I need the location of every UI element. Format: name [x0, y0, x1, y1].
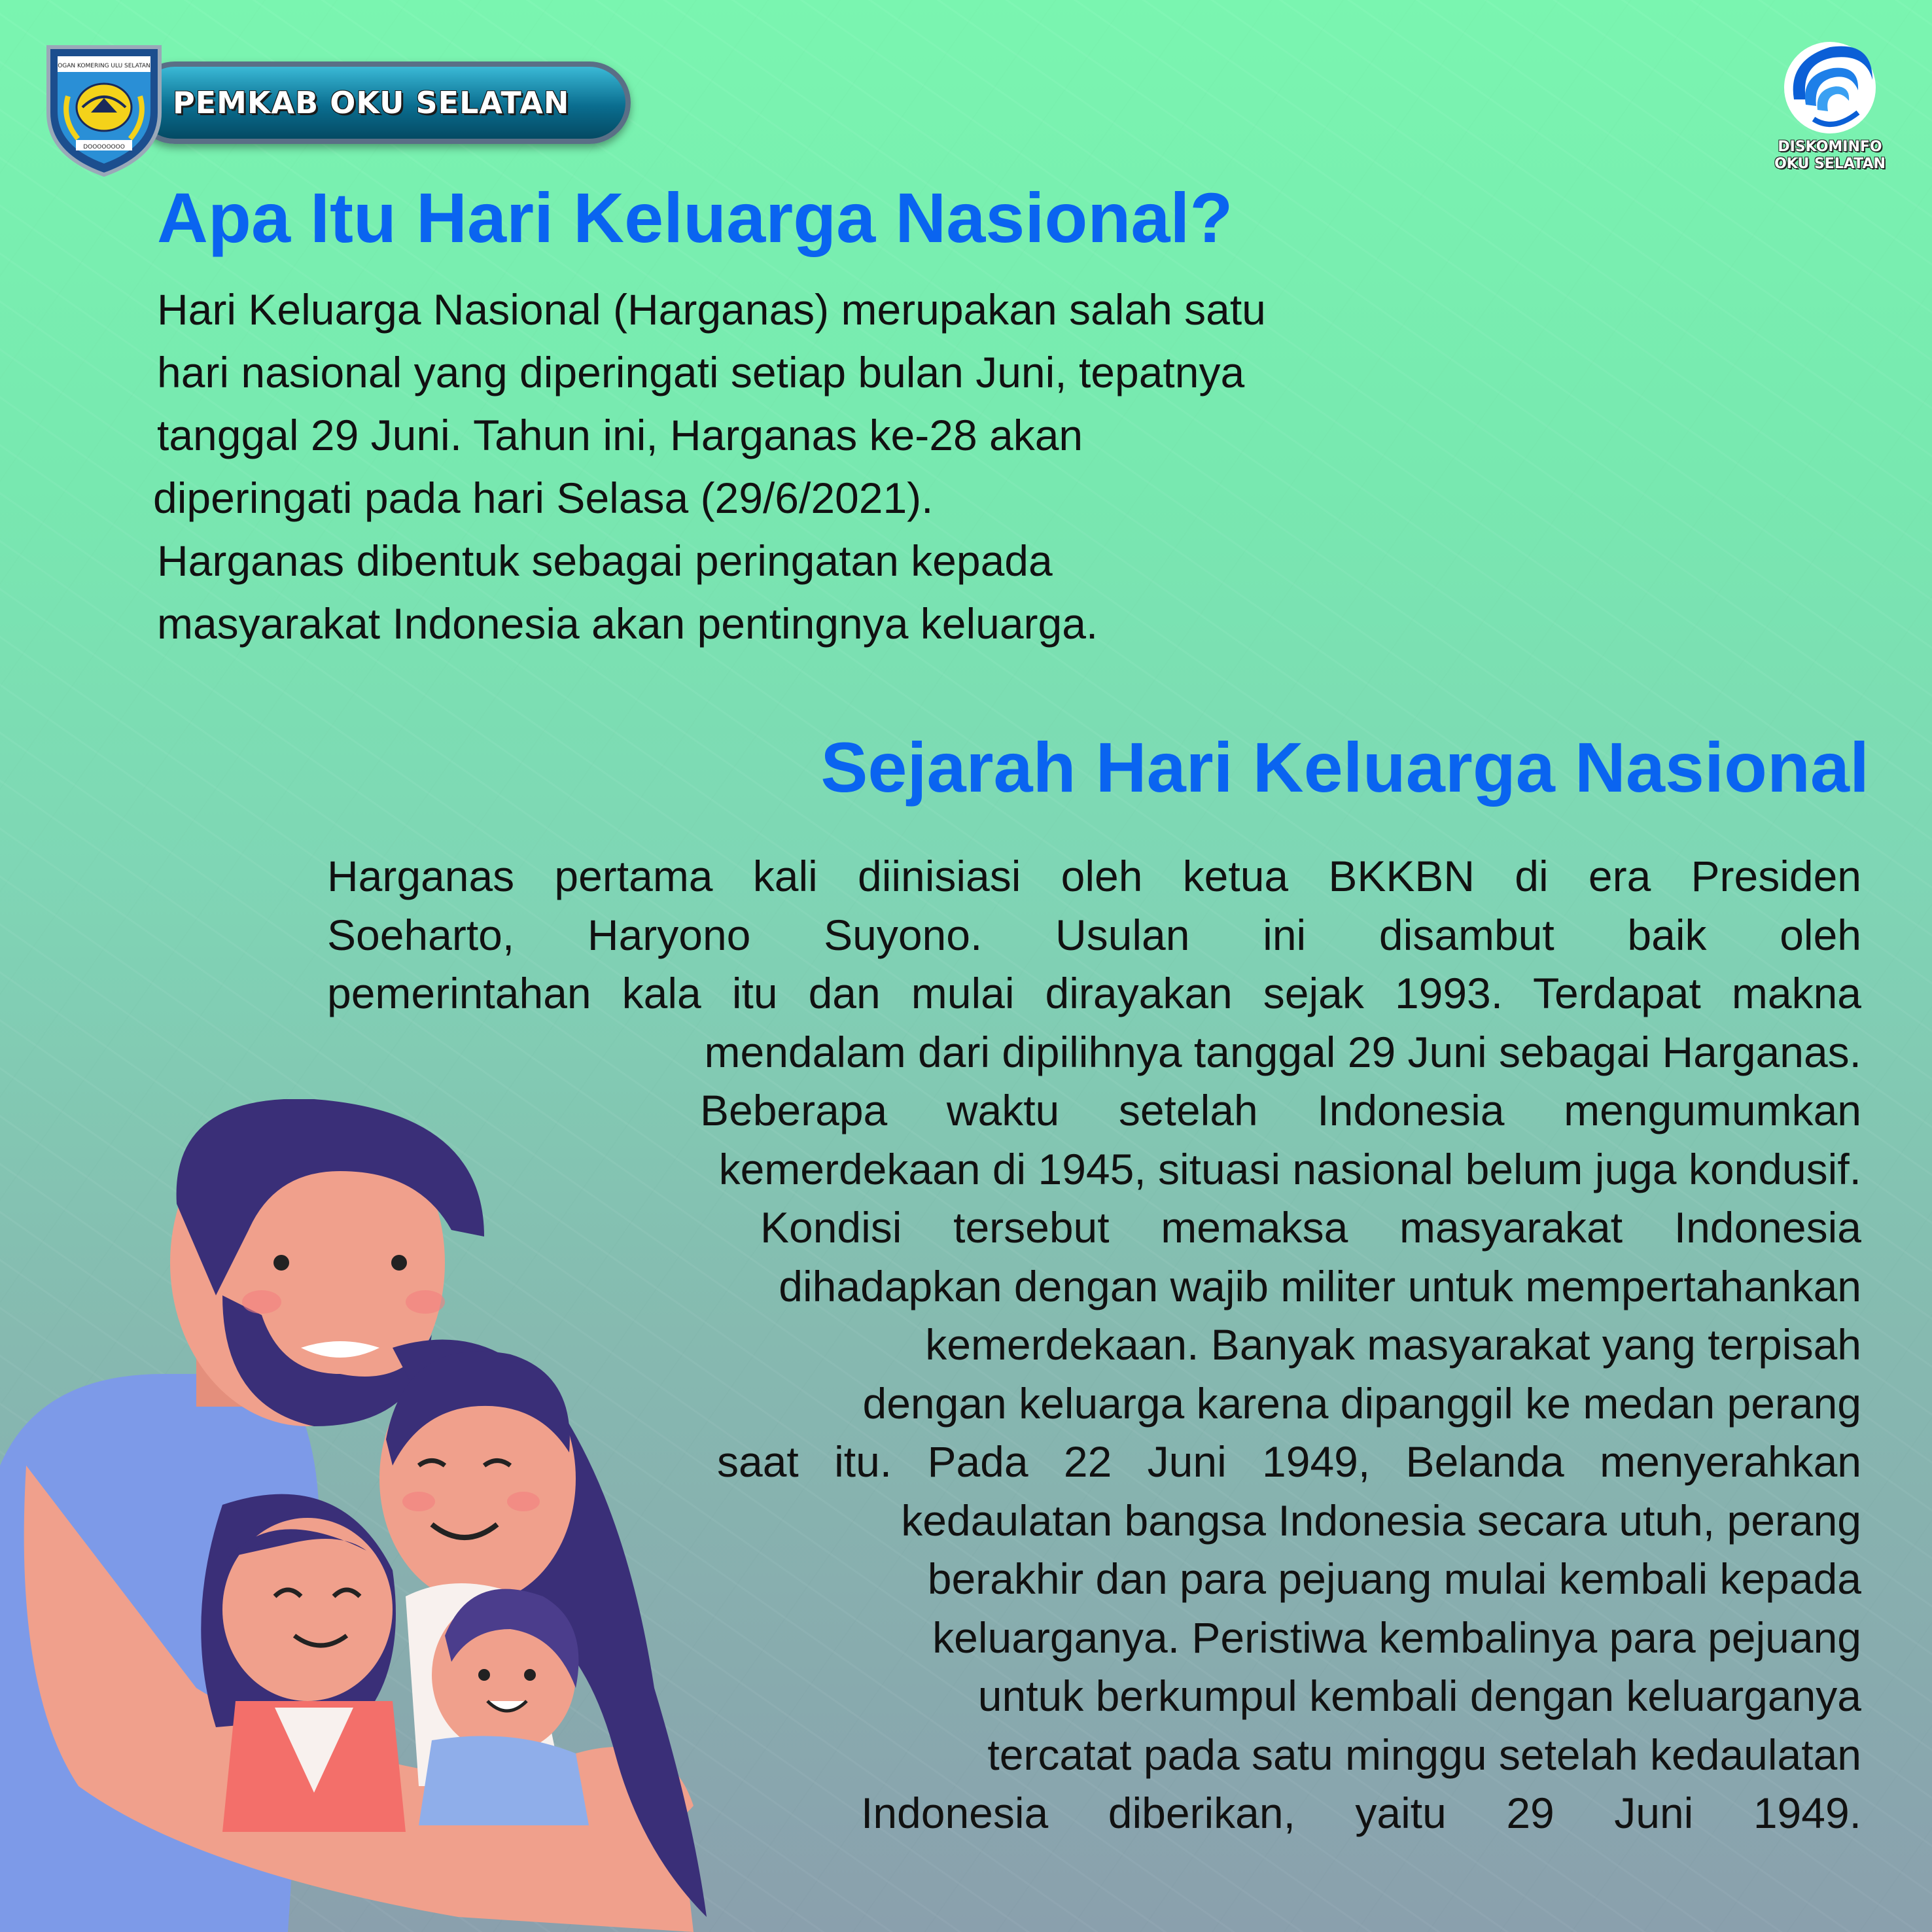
- history-line: kedaulatan bangsa Indonesia secara utuh, perang: [901, 1496, 1861, 1545]
- history-paragraph: [327, 847, 1861, 1843]
- intro-line: diperingati pada hari Selasa (29/6/2021).: [153, 474, 934, 522]
- history-line: dihadapkan dengan wajib militer untuk mempertahankan: [779, 1261, 1861, 1310]
- history-line: keluarganya. Peristiwa kembalinya para pejuang: [932, 1613, 1861, 1662]
- history-line: Kondisi tersebut memaksa masyarakat Indonesia: [760, 1203, 1861, 1252]
- history-line: Harganas pertama kali diinisiasi oleh ketua BKKBN di era Presiden: [327, 852, 1861, 900]
- swirl-logo-icon: [1774, 34, 1886, 139]
- shield-bottom-text: DOOOOOOOO: [83, 144, 125, 150]
- history-line: mendalam dari dipilihnya tanggal 29 Juni sebagai Harganas.: [704, 1027, 1861, 1076]
- history-line: untuk berkumpul kembali dengan keluarganya: [977, 1672, 1861, 1720]
- intro-line: Harganas dibentuk sebagai peringatan kepada: [157, 536, 1053, 585]
- history-line: Soeharto, Haryono Suyono. Usulan ini disambut baik oleh: [327, 910, 1861, 959]
- history-line: Indonesia diberikan, yaitu 29 Juni 1949.: [861, 1789, 1861, 1837]
- intro-paragraph: [153, 278, 1564, 655]
- intro-line: masyarakat Indonesia akan pentingnya keluarga.: [157, 599, 1098, 648]
- logo-label-line1: DISKOMINFO: [1778, 139, 1882, 155]
- intro-line: Hari Keluarga Nasional (Harganas) merupakan salah satu: [157, 285, 1266, 334]
- pemkab-badge: [42, 34, 591, 178]
- regency-shield-icon: [42, 34, 166, 178]
- history-line: pemerintahan kala itu dan mulai dirayakan sejak 1993. Terdapat makna: [327, 969, 1861, 1017]
- history-line: tercatat pada satu minggu setelah kedaulatan: [987, 1730, 1861, 1779]
- badge-text: PEMKAB OKU SELATAN: [173, 85, 570, 120]
- shield-arc-text: OGAN KOMERING ULU SELATAN: [58, 63, 150, 69]
- history-line: saat itu. Pada 22 Juni 1949, Belanda menyerahkan: [717, 1437, 1861, 1486]
- section-title-what-is: Apa Itu Hari Keluarga Nasional?: [157, 178, 1233, 257]
- history-line: dengan keluarga karena dipanggil ke medan perang: [862, 1379, 1861, 1428]
- intro-line: tanggal 29 Juni. Tahun ini, Harganas ke-28 akan: [157, 411, 1083, 459]
- history-line: berakhir dan para pejuang mulai kembali kepada: [927, 1554, 1861, 1603]
- history-line: kemerdekaan. Banyak masyarakat yang terpisah: [925, 1320, 1861, 1369]
- history-line: kemerdekaan di 1945, situasi nasional belum juga kondusif.: [718, 1144, 1861, 1193]
- intro-line: hari nasional yang diperingati setiap bulan Juni, tepatnya: [157, 348, 1245, 396]
- section-title-history: Sejarah Hari Keluarga Nasional: [820, 728, 1869, 807]
- diskominfo-logo: [1774, 34, 1886, 178]
- logo-label-line2: OKU SELATAN: [1774, 156, 1886, 172]
- history-line: Beberapa waktu setelah Indonesia mengumumkan: [700, 1086, 1861, 1134]
